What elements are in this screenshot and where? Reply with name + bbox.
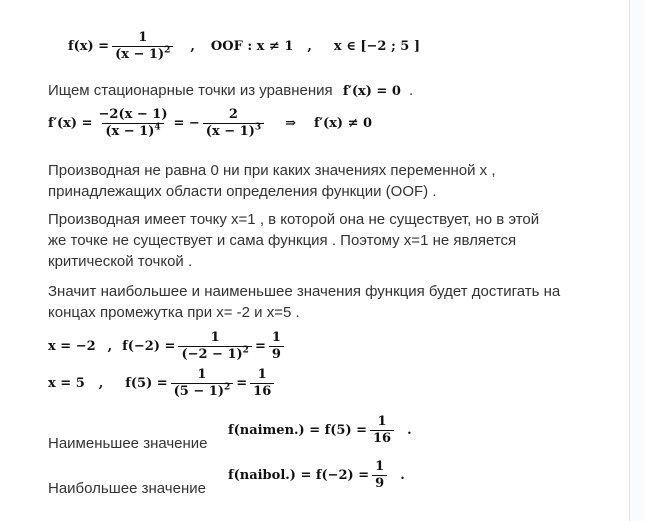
- domain-interval: x ∈ [−2 ; 5 ]: [333, 39, 421, 54]
- implies-arrow: ⇒: [285, 116, 297, 131]
- fraction: $\frac{1}{(x - 1)^2}$: [112, 31, 173, 62]
- derivative-nonzero-note: Производная не равна 0 ни при каких значениях переменной x , принадлежащих области определения функции (OOF) .: [48, 162, 496, 200]
- fraction: $\frac{2}{(x - 1)^3}$: [203, 108, 264, 139]
- minimum-label: Наименьшее значение: [48, 435, 208, 452]
- critical-point-note: Производная имеет точку x=1 , в которой она не существует, но в этой же точке не существует и сама функция . Поэтому x=1 не является критической точкой .: [48, 211, 540, 270]
- right-margin: [630, 0, 645, 521]
- fraction: $\frac{1}{16}$: [250, 368, 274, 399]
- stationary-points-intro: Ищем стационарные точки из уравнения f′(x) = 0 .: [48, 82, 414, 99]
- fraction: $\frac{1}{(-2 - 1)^2}$: [178, 331, 252, 362]
- fraction: $\frac{1}{16}$: [370, 415, 394, 446]
- value-at-minus-two: x = −2 , f(−2) = $\frac{1}{(-2 - 1)^2}$ = $\frac{1}{9}$: [48, 331, 287, 362]
- fraction: $\frac{1}{(5 - 1)^2}$: [171, 368, 234, 399]
- function-definition: f(x) = $\frac{1}{(x - 1)^2}$ , OOF : x ≠ 1 , x ∈ [−2 ; 5 ]: [68, 30, 421, 62]
- oof-condition: OOF : x ≠ 1: [210, 39, 294, 54]
- maximum-label: Наибольшее значение: [48, 480, 206, 497]
- endpoints-note: Значит наибольшее и наименьшее значения функция будет достигать на концах промежутка при x= -2 и x=5 .: [48, 283, 561, 321]
- fraction: $\frac{1}{9}$: [372, 460, 387, 491]
- maximum-value: f(naibol.) = f(−2) = $\frac{1}{9}$ .: [228, 459, 405, 491]
- minimum-value: f(naimen.) = f(5) = $\frac{1}{16}$ .: [228, 414, 412, 446]
- fraction: $\frac{1}{9}$: [269, 331, 284, 362]
- fraction: $\frac{-2(x - 1)}{(x - 1)^4}$: [98, 107, 168, 139]
- value-at-five: x = 5 , f(5) = $\frac{1}{(5 - 1)^2}$ = $\frac{1}{16}$: [48, 368, 277, 399]
- derivative-equation: f′(x) = $\frac{-2(x - 1)}{(x - 1)^4}$ = − $\frac{2}{(x - 1)^3}$ ⇒ f′(x) ≠ 0: [48, 107, 373, 139]
